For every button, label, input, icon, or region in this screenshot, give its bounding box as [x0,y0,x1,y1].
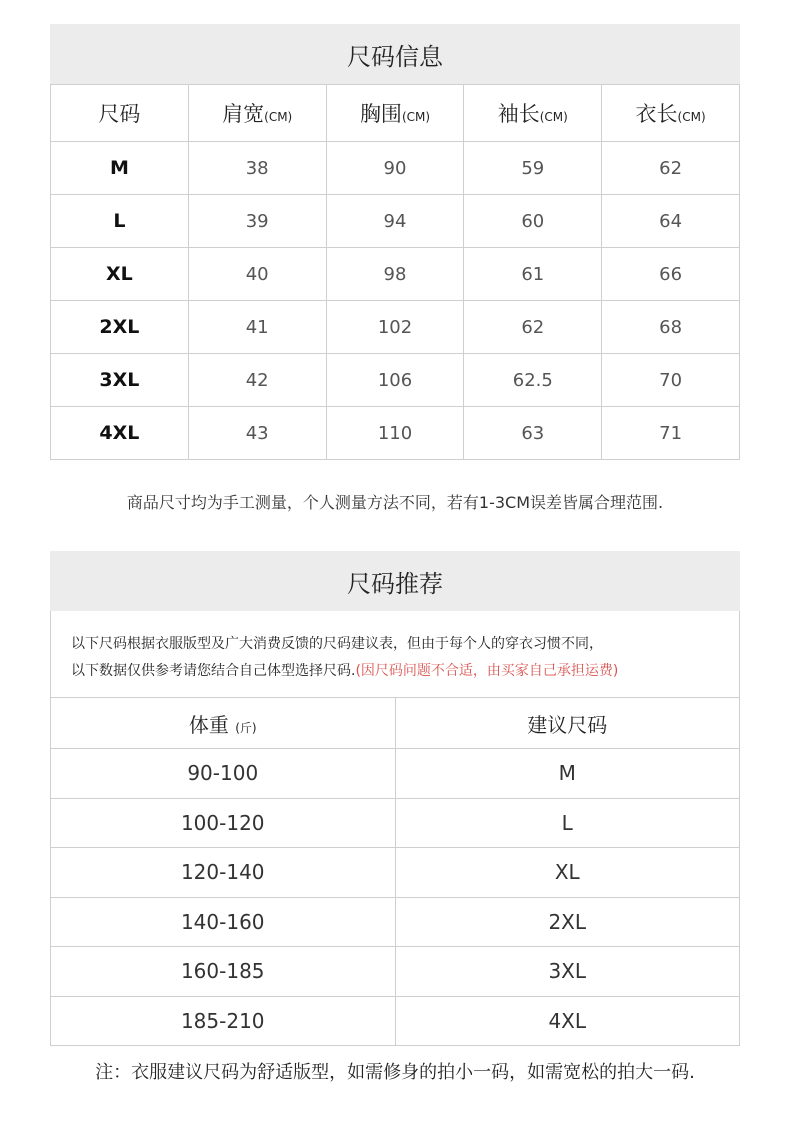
size-info-table [50,84,740,460]
cell-shoulder: 43 [188,407,326,460]
size-info-title: 尺码信息 [50,24,740,84]
cell-weight: 140-160 [51,897,396,947]
cell-length: 68 [602,301,740,354]
size-recommend-table [50,697,740,1046]
cell-chest: 98 [326,248,464,301]
cell-shoulder: 39 [188,195,326,248]
cell-weight: 185-210 [51,996,396,1046]
cell-size: XL [51,248,189,301]
recommend-desc-line1: 以下尺码根据衣服版型及广大消费反馈的尺码建议表，但由于每个人的穿衣习惯不同， [71,636,603,652]
cell-sleeve: 60 [464,195,602,248]
cell-sleeve: 62.5 [464,354,602,407]
recommend-header-row [51,698,740,749]
cell-chest: 90 [326,142,464,195]
header-chest: 胸围(CM) [326,85,464,142]
size-recommend-section [50,551,740,1046]
cell-weight: 90-100 [51,749,396,799]
table-row [51,947,740,997]
header-sleeve: 袖长(CM) [464,85,602,142]
cell-suggested-size: 2XL [395,897,740,947]
cell-length: 70 [602,354,740,407]
header-length: 衣长(CM) [602,85,740,142]
recommend-desc-text: 以下数据仅供参考请您结合自己体型选择尺码. [71,663,356,679]
cell-chest: 110 [326,407,464,460]
table-row [51,798,740,848]
table-row [51,848,740,898]
measurement-note: 商品尺寸均为手工测量，个人测量方法不同，若有1-3CM误差皆属合理范围. [126,493,664,512]
cell-length: 62 [602,142,740,195]
cell-sleeve: 63 [464,407,602,460]
table-row [51,354,740,407]
size-recommend-title: 尺码推荐 [50,551,740,611]
table-row [51,142,740,195]
header-size: 尺码 [51,85,189,142]
table-row [51,749,740,799]
cell-length: 64 [602,195,740,248]
recommend-description [50,611,740,697]
cell-chest: 94 [326,195,464,248]
header-weight: 体重 (斤) [51,698,396,749]
cell-suggested-size: 4XL [395,996,740,1046]
cell-size: 4XL [51,407,189,460]
cell-weight: 160-185 [51,947,396,997]
fit-advice-note: 注：衣服建议尺码为舒适版型，如需修身的拍小一码，如需宽松的拍大一码. [95,1062,695,1083]
cell-size: M [51,142,189,195]
cell-suggested-size: XL [395,848,740,898]
cell-shoulder: 42 [188,354,326,407]
header-suggested-size: 建议尺码 [395,698,740,749]
cell-sleeve: 59 [464,142,602,195]
cell-chest: 102 [326,301,464,354]
cell-shoulder: 38 [188,142,326,195]
cell-shoulder: 40 [188,248,326,301]
header-shoulder: 肩宽(CM) [188,85,326,142]
cell-shoulder: 41 [188,301,326,354]
cell-chest: 106 [326,354,464,407]
table-row [51,301,740,354]
cell-weight: 100-120 [51,798,396,848]
recommend-desc-line2 [71,658,739,685]
cell-size: 2XL [51,301,189,354]
table-row [51,195,740,248]
shipping-warning: (因尺码问题不合适，由买家自己承担运费) [355,663,619,679]
cell-suggested-size: M [395,749,740,799]
cell-suggested-size: L [395,798,740,848]
table-row [51,897,740,947]
table-row [51,407,740,460]
cell-size: L [51,195,189,248]
cell-size: 3XL [51,354,189,407]
cell-suggested-size: 3XL [395,947,740,997]
cell-length: 66 [602,248,740,301]
size-info-section [50,24,740,460]
cell-weight: 120-140 [51,848,396,898]
cell-length: 71 [602,407,740,460]
size-table-header-row [51,85,740,142]
cell-sleeve: 62 [464,301,602,354]
table-row [51,996,740,1046]
table-row [51,248,740,301]
cell-sleeve: 61 [464,248,602,301]
